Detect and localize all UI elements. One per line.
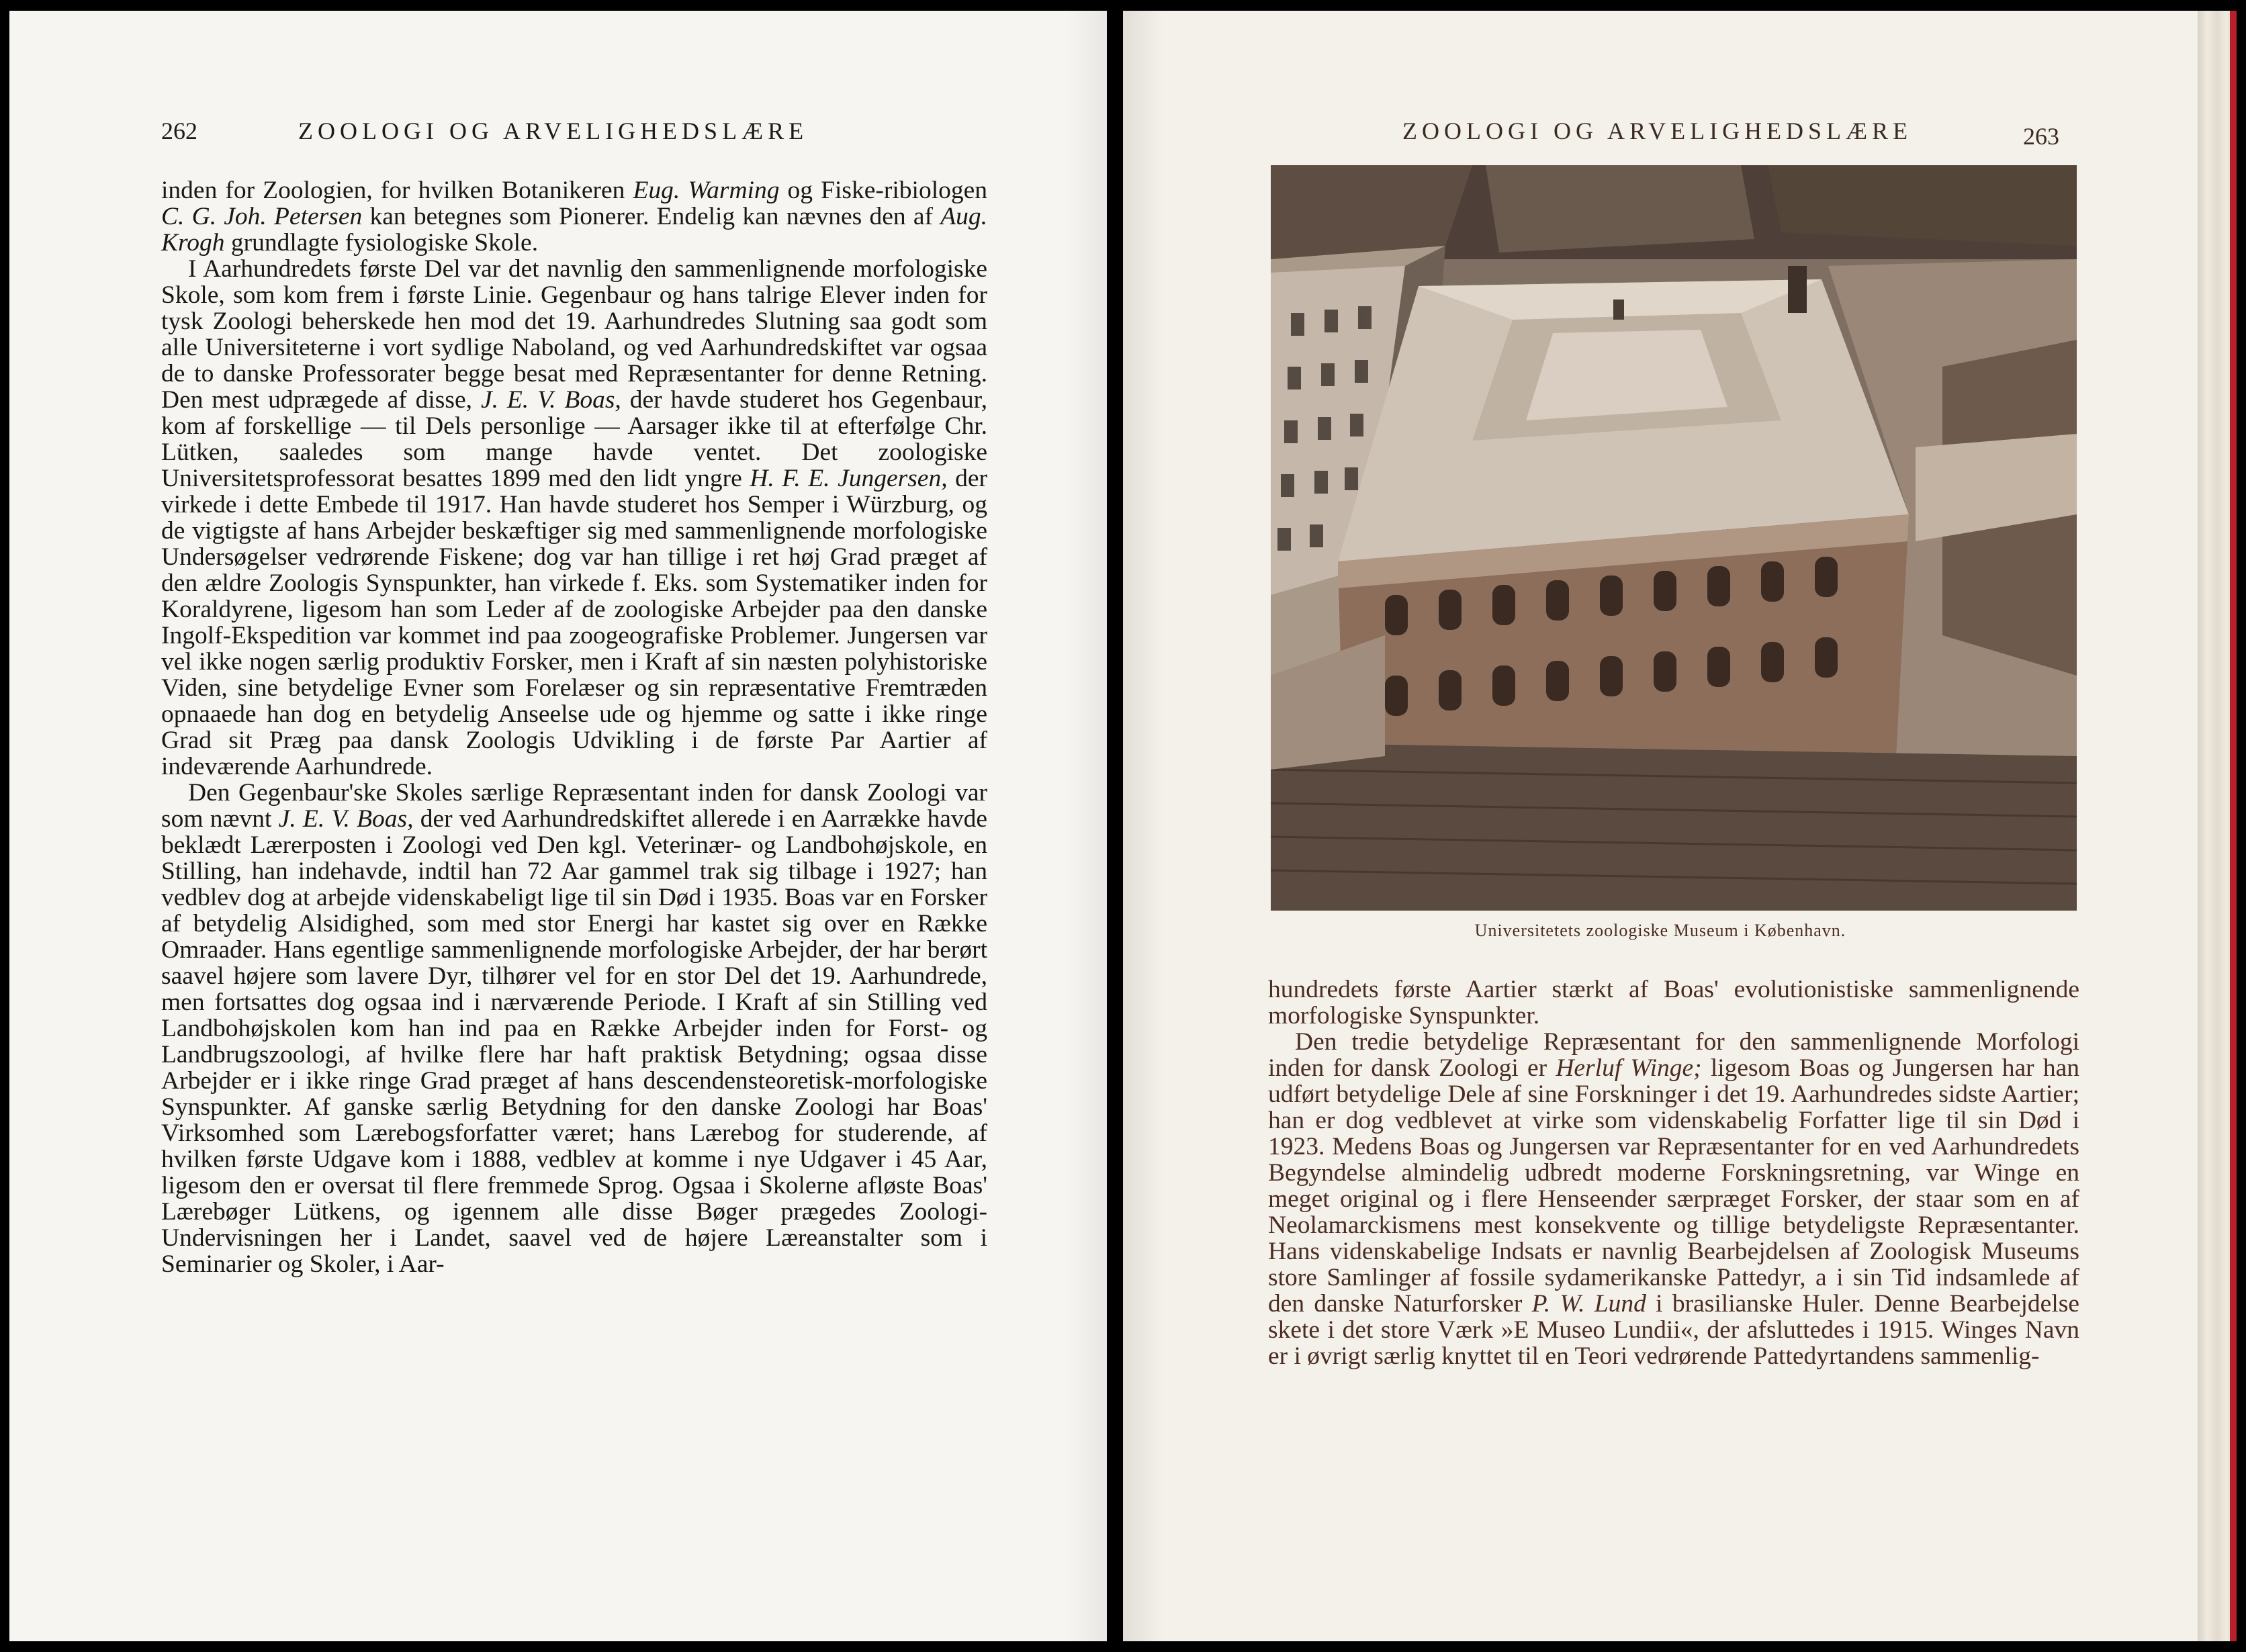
museum-photograph: [1271, 165, 2077, 911]
text-run: hundredets første Aartier stærkt af Boas' evolutionistiske sammenlignende morfologiske Synspunkter.: [1268, 976, 2079, 1029]
gutter-shadow: [1123, 11, 1163, 1641]
italic-name: C. G. Joh. Petersen: [161, 203, 363, 230]
paragraph: [161, 177, 987, 256]
text-run: og Fiske-ribiologen: [779, 177, 988, 204]
right-page: [1123, 11, 2198, 1641]
italic-name: Aug. Krogh: [161, 203, 987, 257]
text-run: inden for Zoologien, for hvilken Botanikeren: [161, 177, 633, 204]
text-run: kan betegnes som Pionerer. Endelig kan nævnes den af: [362, 203, 941, 230]
running-title-right: ZOOLOGI OG ARVELIGHEDSLÆRE: [1402, 118, 1913, 144]
text-run: ligesom Boas og Jungersen har han udført betydelige Dele af sine Forskninger i det 19. Aarhundredes sidste Aartier; han er dog vedblevet at virke som videnskabelig Forfatter lige til sin Død i 1923. Medens Boas og Jungersen var Repræsentanter for en ved Aarhundredets Begyndelse almindelig udbredt moderne Forskningsretning, var Winge en meget original og i flere Henseender særpræget Forsker, der staar som en af Neolamarckismens mest konsekvente og tillige betydeligste Repræsentanter. Hans videnskabelige Indsats er navnlig Bearbejdelsen af Zoologisk Museums store Samlinger af fossile sydamerikanske Pattedyr, a i sin Tid indsamlede af den danske Naturforsker: [1268, 1054, 2079, 1318]
text-run: Den tredie betydelige Repræsentant for den sammenlignende Morfologi inden for dansk Zoologi er: [1268, 1028, 2079, 1082]
left-page: [9, 11, 1107, 1641]
text-run: I Aarhundredets første Del var det navnlig den sammenlignende morfologiske Skole, som kom frem i første Linie. Gegenbaur og hans talrige Elever inden for tysk Zoologi beherskede hen mod det 19. Aarhundredes Slutning saa godt som alle Universiteterne i vort sydlige Naboland, og ved Aarhundredskiftet var ogsaa de to danske Professorater begge besat med Repræsentanter for denne Retning. Den mest udprægede af disse,: [161, 255, 987, 414]
text-run: der havde studeret hos Gegenbaur, kom af forskellige — til Dels personlige — Aarsager ikke til at efterfølge Chr. Lütken, saaledes som mange havde ventet. Det zoologiske Universitetsprofessorat besattes 1899 med den lidt yngre: [161, 386, 987, 492]
museum-building-illustration: [1271, 165, 2077, 911]
right-body-text: [1268, 976, 2079, 1369]
text-run: der virkede i dette Embede til 1917. Han havde studeret hos Semper i Würzburg, og de vigtigste af hans Arbejder beskæftiger sig med sammenlignende morfologiske Undersøgelser vedrørende Fiskene; dog var han tillige i ret høj Grad præget af den ældre Zoologis Synspunkter, han virkede f. Eks. som Systematiker inden for Koraldyrene, ligesom han som Leder af de zoologiske Arbejder paa den danske Ingolf-Ekspedition var kommet ind paa zoogeografiske Problemer. Jungersen var vel ikke nogen særlig produktiv Forsker, men i Kraft af sin næsten polyhistoriske Viden, sine betydelige Evner som Forelæser og sin repræsentative Fremtræden opnaaede han dog en betydelig Anseelse ude og hjemme og satte i ikke ringe Grad sit Præg paa dansk Zoologis Udvikling i de første Par Aartier af indeværende Aarhundrede.: [161, 465, 987, 780]
book-page-edges: [2198, 11, 2237, 1641]
italic-name: Eug. Warming: [633, 177, 780, 204]
paragraph: [1268, 976, 2079, 1029]
text-run: grundlagte fysiologiske Skole.: [224, 229, 539, 257]
left-body-text: [161, 177, 987, 1277]
italic-name: J. E. V. Boas,: [278, 805, 414, 833]
paragraph: [161, 256, 987, 780]
paragraph: [1268, 1029, 2079, 1369]
paragraph: [161, 780, 987, 1277]
running-head-left: [9, 117, 1107, 157]
figure-caption: Universitetets zoologiske Museum i København.: [1474, 921, 1846, 940]
running-head-right: [1123, 117, 2198, 157]
italic-name: Herluf Winge;: [1556, 1054, 1702, 1082]
running-title-left: ZOOLOGI OG ARVELIGHEDSLÆRE: [298, 118, 809, 144]
gutter-shadow: [1067, 11, 1107, 1641]
italic-name: J. E. V. Boas,: [480, 386, 621, 414]
text-run: Den Gegenbaur'ske Skoles særlige Repræsentant inden for dansk Zoologi var som nævnt: [161, 779, 987, 833]
italic-name: P. W. Lund: [1531, 1290, 1646, 1318]
page-number-right: 263: [2023, 123, 2059, 150]
page-number-left: 262: [161, 118, 197, 144]
text-run: i brasilianske Huler. Denne Bearbejdelse skete i det store Værk »E Museo Lundii«, der afsluttedes i 1915. Winges Navn er i øvrigt særlig knyttet til en Teori vedrørende Pattedyrtandens sammenlig-: [1268, 1290, 2079, 1370]
italic-name: H. F. E. Jungersen,: [750, 465, 948, 492]
text-run: der ved Aarhundredskiftet allerede i en Aarrække havde beklædt Lærerposten i Zoologi ved Den kgl. Veterinær- og Landbohøjskole, en Stilling, han indehavde, indtil han 72 Aar gammel trak sig tilbage i 1927; han vedblev dog at arbejde videnskabeligt lige til sin Død i 1935. Boas var en Forsker af betydelig Alsidighed, som med stor Energi har kastet sig over en Række Omraader. Hans egentlige sammenlignende morfologiske Arbejder, der har berørt saavel højere som lavere Dyr, tilhører vel for en stor Del det 19. Aarhundrede, men fortsattes dog ogsaa ind i nærværende Periode. I Kraft af sin Stilling ved Landbohøjskolen kom han ind paa en Række Arbejder inden for Forst- og Landbrugszoologi, af hvilke flere har haft praktisk Betydning; ogsaa disse Arbejder er i ikke ringe Grad præget af hans descendensteoretisk-morfologiske Synspunkter. Af ganske særlig Betydning for den danske Zoologi har Boas' Virksomhed som Lærebogsforfatter været; hans Lærebog for studerende, af hvilken første Udgave kom i 1888, vedblev at komme i nye Udgaver i 45 Aar, ligesom den er oversat til flere fremmede Sprog. Ogsaa i Skolerne afløste Boas' Lærebøger Lütkens, og igennem alle disse Bøger prægedes Zoologi-Undervisningen her i Landet, saavel ved de højere Læreanstalter som i Seminarier og Skoler, i Aar-: [161, 805, 987, 1278]
